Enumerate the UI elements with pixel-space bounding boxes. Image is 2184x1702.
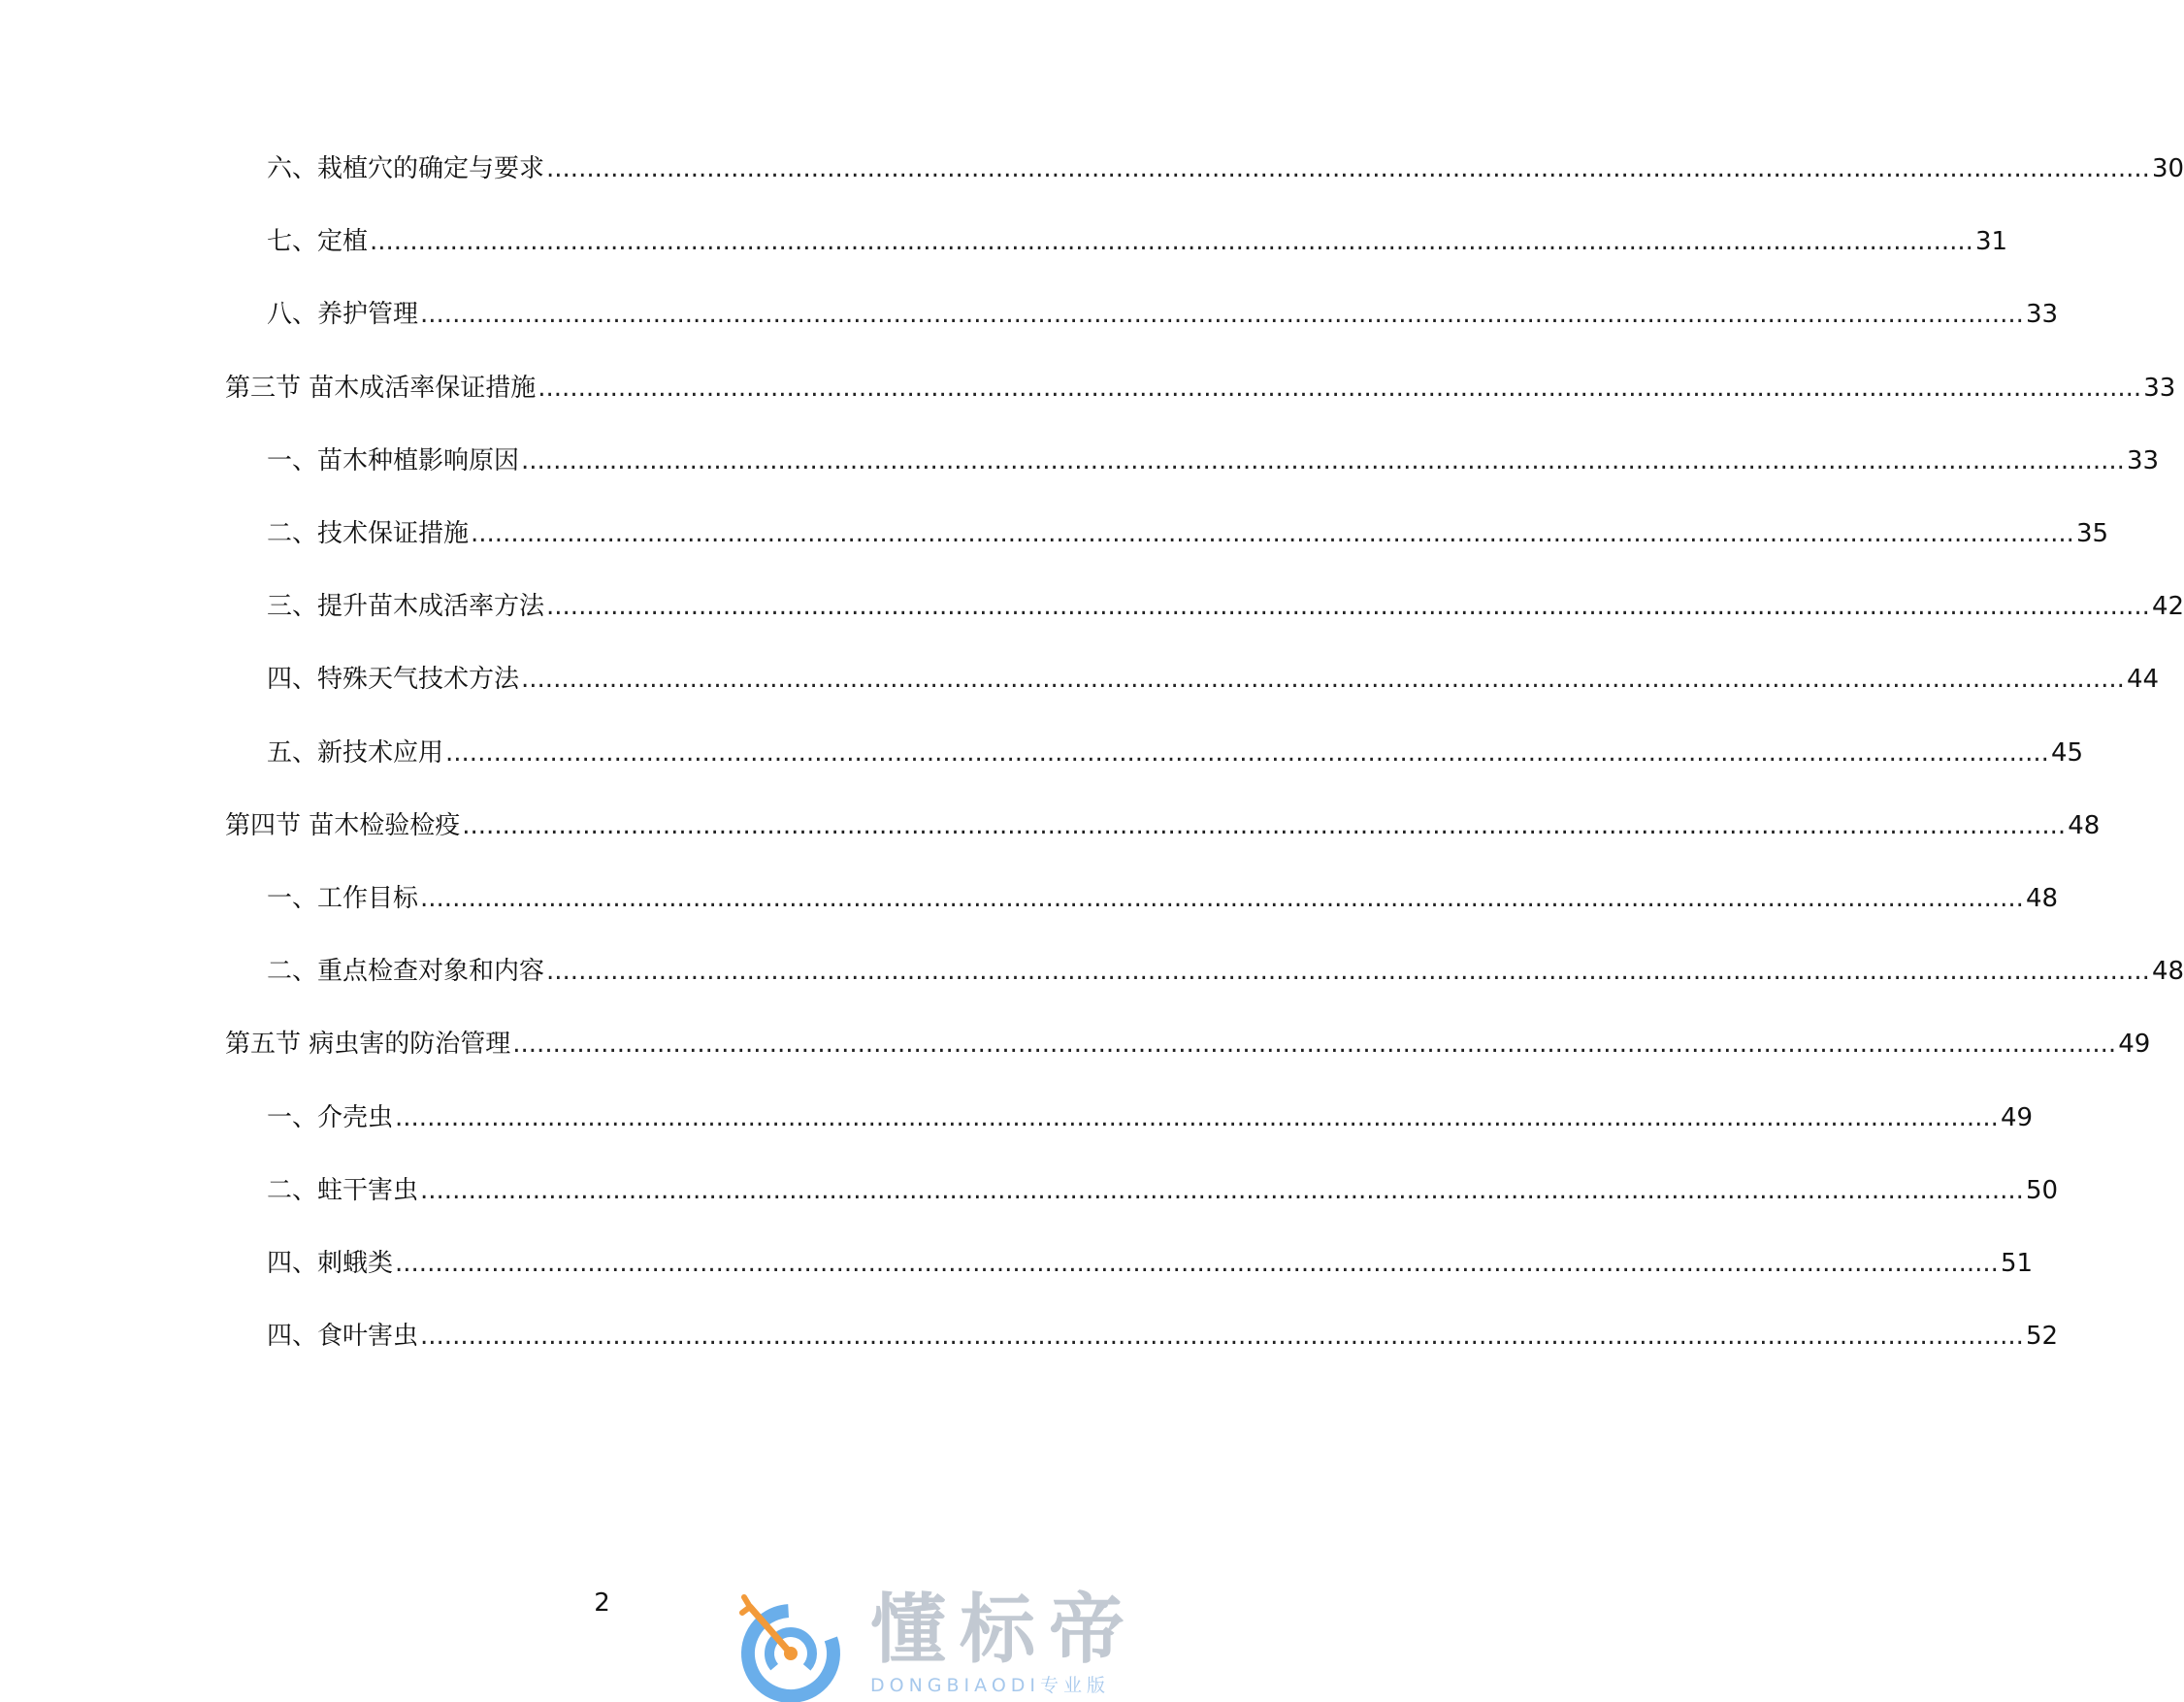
- toc-dot-leader: ........................................................................................................................................................................................................: [420, 1322, 2024, 1351]
- toc-dot-leader: ........................................................................................................................................................................................................: [420, 300, 2024, 329]
- toc-entry-label: 三、提升苗木成活率方法: [267, 592, 545, 621]
- toc-entry[interactable]: [267, 1171, 2059, 1210]
- toc-entry[interactable]: [267, 660, 2160, 699]
- toc-dot-leader: ........................................................................................................................................................................................................: [420, 1176, 2024, 1205]
- toc-entry-label: 第三节 苗木成活率保证措施: [225, 374, 537, 403]
- toc-entry[interactable]: [267, 1244, 2034, 1283]
- toc-entry[interactable]: [267, 295, 2059, 334]
- toc-entry-page: 33: [2025, 300, 2059, 329]
- toc-entry-label: 五、新技术应用: [267, 738, 444, 768]
- toc-entry-page: 44: [2126, 665, 2160, 694]
- toc-dot-leader: ........................................................................................................................................................................................................: [445, 738, 2049, 768]
- toc-entry-page: 48: [2025, 884, 2059, 913]
- toc-entry[interactable]: [267, 222, 2008, 261]
- page-number: 2: [594, 1588, 610, 1618]
- toc-entry[interactable]: [267, 442, 2160, 480]
- toc-entry-label: 四、食叶害虫: [267, 1322, 419, 1351]
- toc-entry-page: 48: [2068, 811, 2101, 840]
- target-arrow-icon: [723, 1589, 859, 1702]
- watermark-title: 懂标帝: [870, 1587, 1139, 1674]
- toc-entry-page: 52: [2025, 1322, 2059, 1351]
- toc-dot-leader: ........................................................................................................................................................................................................: [538, 374, 2142, 403]
- toc-entry-label: 二、重点检查对象和内容: [267, 957, 545, 986]
- toc-dot-leader: ........................................................................................................................................................................................................: [471, 519, 2074, 548]
- toc-dot-leader: ........................................................................................................................................................................................................: [546, 154, 2150, 183]
- toc-entry-page: 30: [2151, 154, 2184, 183]
- toc-dot-leader: ........................................................................................................................................................................................................: [512, 1030, 2117, 1059]
- toc-entry[interactable]: [267, 952, 2184, 991]
- toc-dot-leader: ........................................................................................................................................................................................................: [521, 446, 2125, 475]
- toc-dot-leader: ........................................................................................................................................................................................................: [395, 1249, 1999, 1278]
- toc-entry-label: 第四节 苗木检验检疫: [225, 811, 461, 840]
- toc-entry-page: 45: [2050, 738, 2084, 768]
- toc-entry-label: 二、蛀干害虫: [267, 1176, 419, 1205]
- toc-entry-page: 33: [2126, 446, 2160, 475]
- toc-entry[interactable]: [225, 806, 2101, 845]
- toc-entry[interactable]: [267, 514, 2109, 553]
- toc-dot-leader: ........................................................................................................................................................................................................: [462, 811, 2067, 840]
- toc-entry[interactable]: [267, 879, 2059, 918]
- toc-entry[interactable]: [225, 1025, 2151, 1064]
- toc-entry-page: 49: [2118, 1030, 2151, 1059]
- toc-entry-label: 一、介壳虫: [267, 1103, 394, 1132]
- toc-entry[interactable]: [267, 1317, 2059, 1356]
- toc-dot-leader: ........................................................................................................................................................................................................: [521, 665, 2125, 694]
- watermark-subtitle: DONGBIAODI专业版: [870, 1675, 1111, 1696]
- toc-dot-leader: ........................................................................................................................................................................................................: [420, 884, 2024, 913]
- toc-entry-page: 35: [2075, 519, 2109, 548]
- toc-entry-label: 四、特殊天气技术方法: [267, 665, 520, 694]
- toc-entry-label: 一、苗木种植影响原因: [267, 446, 520, 475]
- toc-entry[interactable]: [267, 1098, 2034, 1137]
- toc-entry-label: 一、工作目标: [267, 884, 419, 913]
- toc-entry-label: 六、栽植穴的确定与要求: [267, 154, 545, 183]
- toc-entry-page: 42: [2151, 592, 2184, 621]
- toc-entry-page: 50: [2025, 1176, 2059, 1205]
- toc-entry-label: 第五节 病虫害的防治管理: [225, 1030, 511, 1059]
- toc-entry-page: 48: [2151, 957, 2184, 986]
- toc-dot-leader: ........................................................................................................................................................................................................: [395, 1103, 1999, 1132]
- toc-dot-leader: ........................................................................................................................................................................................................: [546, 957, 2150, 986]
- toc-entry-page: 51: [2000, 1249, 2034, 1278]
- toc-entry-page: 33: [2143, 374, 2176, 403]
- toc-entry-page: 49: [2000, 1103, 2034, 1132]
- toc-entry-label: 四、刺蛾类: [267, 1249, 394, 1278]
- toc-entry-label: 七、定植: [267, 227, 369, 256]
- toc-entry-page: 31: [1974, 227, 2008, 256]
- toc-dot-leader: ........................................................................................................................................................................................................: [546, 592, 2150, 621]
- toc-entry[interactable]: [267, 149, 2184, 188]
- toc-entry[interactable]: [267, 734, 2084, 772]
- toc-entry[interactable]: [225, 369, 2176, 408]
- watermark: [723, 1589, 1204, 1702]
- toc-entry[interactable]: [267, 587, 2184, 626]
- toc-entry-label: 八、养护管理: [267, 300, 419, 329]
- toc-dot-leader: ........................................................................................................................................................................................................: [370, 227, 1973, 256]
- toc-entry-label: 二、技术保证措施: [267, 519, 470, 548]
